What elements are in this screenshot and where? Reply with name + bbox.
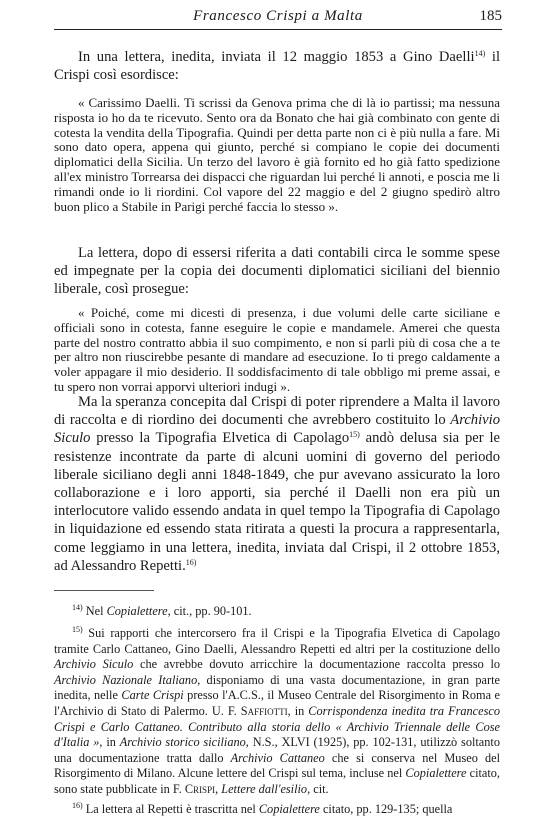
page-number: 185 [479,8,502,24]
fn15-italic-4: Corrispondenza inedita tra Francesco Crispi e Carlo Cattaneo. Contributo alla storia dello « Archivio Triennale delle Cose d'Italia » [54,703,500,750]
fn15-italic-5: Archivio storico siciliano [119,735,246,750]
fn15-smallcaps-1: Saffiotti [240,703,288,718]
archivio-siculo-italic: Archivio Siculo [54,412,500,447]
fn15-text-h: che si conserva nel Museo del Risorgimento di Milano. Alcune lettere del Crispi sul tema, incluse nel [54,750,500,781]
fn15-italic-2: Archivio Nazionale Italiano [54,672,198,687]
fn15-text-d: presso l'A.C.S., il Museo Centrale del Risorgimento in Roma e l'Archivio di Stato di Palermo. U. F. [54,688,500,718]
fn15-text-k: , [215,781,222,796]
quote-block-2: « Poiché, come mi dicesti di presenza, i due volumi delle carte siciliane e officiali sono in cotesta, fanne eseguire le copie e mandamele. Amerei che questa parte del nostro contratto abbia il suo compimento, e non si parli più di cosa che a te per altro non riuscirebbe pesante di mandare ad esecuzione. Io ti prego caldamente a voler appagare il mio desiderio. Il soddisfacimento di tale obbligo mi preme assai, e tu spero non vorrai apporvi ulteriori indugi ». [54,305,500,394]
fn15-text-a: Sui rapporti che intercorsero fra il Crispi e la Tipografia Elvetica di Capolago tramite Carlo Cattaneo, Gino Daelli, Alessandro Repetti ed altri per la costituzione dello [54,626,500,656]
footnote-ref-15: 15) [349,430,360,440]
fn15-text-l: , cit. [307,781,329,796]
footnote-16-mark: 16) [72,801,83,810]
fn15-italic-7: Copialettere [405,766,467,781]
intro-paragraph-2: La lettera, dopo di essersi riferita a dati contabili circa le somme spese ed impegnate per la copia dei documenti diplomatici siciliani del biennio liberale, così prosegue: [54,245,500,298]
intro-paragraph-1 [54,48,500,84]
intro-1-text: In una lettera, inedita, inviata il 12 maggio 1853 a Gino Daelli [78,49,475,65]
fn15-smallcaps-2: Crispi [184,781,216,796]
intro-1-end: il Crispi così esordisce: [54,49,500,84]
fn15-text-b: che avrebbe dovuto arricchire la documentazione raccolta presso lo [133,657,501,672]
fn15-text-c: , disponiamo di una vasta documentazione, in gran parte inedita, nelle [54,672,500,703]
fn16-italic: Copialettere [258,802,320,816]
footnote-15-mark: 15) [72,625,83,634]
fn15-italic-8: Lettere dall'esilio [221,781,308,796]
fn15-text-e: , in [287,703,309,718]
footnote-15 [54,626,500,798]
footnote-14-mark: 14) [72,603,83,612]
footnote-ref-14: 14) [474,49,486,58]
fn15-text-g: , N.S., XLVI (1925), pp. 102-131, utilizzò soltanto una documentazione tratta dallo [54,735,500,765]
fn15-italic-3: Carte Crispi [121,688,184,703]
footnote-rule [54,590,154,591]
fn15-text-j: citato, sono state pubblicate in F. [54,766,500,796]
footnote-16 [54,802,500,818]
para-3-text-c: andò delusa sia per le resistenze incontrate da parte di alcuni uomini di governo del periodo liberale siciliano degli anni 1848-1849, che pur avevano assicurato la loro collaborazione e i loro apporti, sia perché il Daelli non era più un interlocutore valido essendo andata in quel tempo la Tipografia di Capolago in liquidazione ed essendo stata ritirata a questi la procura a rappresentarla, come leggiamo in una lettera, inedita, inviata dal Crispi, il 2 ottobre 1853, ad Alessandro Repetti. [54,430,500,574]
quote-block-1: « Carissimo Daelli. Ti scrissi da Genova prima che di là io partissi; ma nessuna risposta io ho da te ricevuto. Sento ora da Bonato che hai già combinato con gente di cotesta la vendita della Tipografia. Quindi per detta parte non ci è più nulla a fare. Mi sono dato opera, appena qui giunto, perché si compiano le copie dei documenti diplomatici della Sicilia. Un terzo del lavoro è già fornito ed ho già fatto spedizione all'ex ministro Torrearsa dei dispacci che riguardan lui perché li annoti, e poscia me li rimandi onde io li riordini. Col vapore del 22 maggio e del 2 giugno spedirò altro buon plico a Stabile in Parigi perché faccia lo stesso ». [54,95,500,214]
fn14-text-a: Nel [82,604,107,618]
fn16-text-b: citato, pp. 129-135; quella [319,802,453,816]
header-rule [54,29,502,30]
footnote-14 [54,604,500,620]
fn16-text-a: La lettera al Repetti è trascritta nel [82,802,259,816]
fn15-text-f: , in [99,735,120,750]
fn15-italic-1: Archivio Siculo [54,657,134,672]
footnote-ref-16: 16) [185,557,197,567]
body-paragraph-3 [54,393,500,575]
fn14-text-b: , cit., pp. 90-101. [167,604,252,618]
running-header [54,6,502,28]
para-3-text-b: presso la Tipografia Elvetica di Capolago [90,430,350,447]
fn14-italic: Copialettere [106,604,168,618]
fn15-italic-6: Archivio Cattaneo [230,750,325,765]
para-3-text-a: Ma la speranza concepita dal Crispi di poter riprendere a Malta il lavoro di raccolta e di riordino dei documenti che avrebbero costituito lo [54,394,500,429]
running-title: Francesco Crispi a Malta [193,8,363,24]
